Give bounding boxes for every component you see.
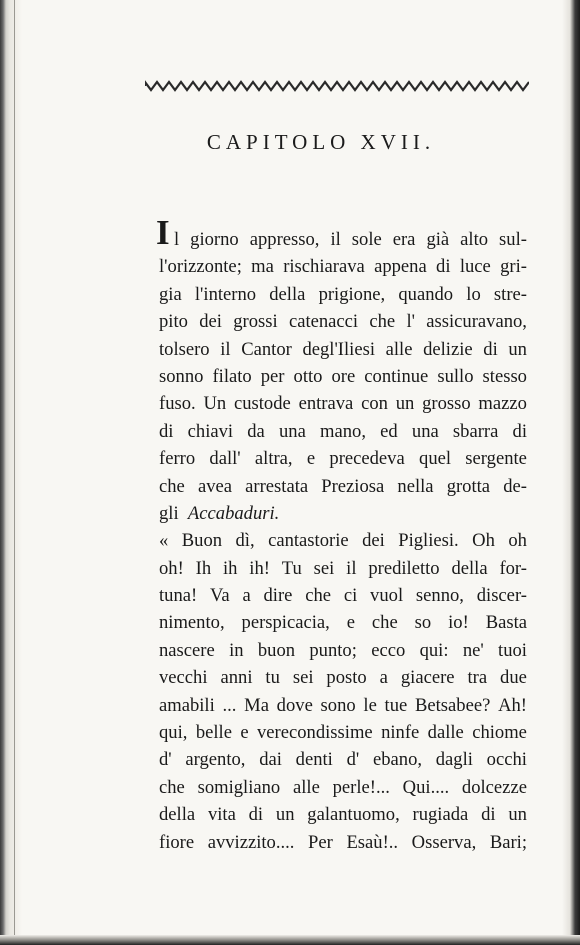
text-word: d' <box>346 749 360 771</box>
text-word: anni <box>220 667 253 689</box>
text-word: di <box>483 338 498 360</box>
text-word: di <box>248 804 264 826</box>
text-word: sole <box>351 229 382 250</box>
text-word: appresso, <box>249 229 320 250</box>
text-word: Osserva, <box>411 831 477 853</box>
text-word: occhi <box>486 749 527 771</box>
text-word: for- <box>499 557 527 579</box>
text-line <box>159 527 527 554</box>
text-word: sei <box>313 557 335 579</box>
text-line <box>159 801 527 828</box>
text-word: degl'Iliesi <box>302 338 375 360</box>
text-word: gia <box>159 283 182 305</box>
text-word: precedeva <box>329 448 405 470</box>
text-word: della <box>269 283 306 305</box>
text-word: arrestata <box>245 475 309 497</box>
text-line <box>159 308 527 335</box>
text-word: galantuomo, <box>307 804 400 826</box>
text-word: d' <box>159 749 172 771</box>
text-line <box>159 582 527 609</box>
text-word: ninfe <box>381 722 420 744</box>
text-word: Esaù!.. <box>346 831 399 853</box>
text-word: avvizzito.... <box>207 831 295 853</box>
text-word: tu <box>265 667 280 689</box>
text-word: della <box>451 557 488 579</box>
text-word: posto <box>326 667 367 689</box>
text-word: stre- <box>493 283 527 305</box>
text-line <box>159 418 527 445</box>
text-word: sullo <box>437 365 474 387</box>
text-word: le <box>363 694 377 716</box>
text-word: fuso. <box>159 393 196 415</box>
text-word: un <box>275 804 295 826</box>
text-word: altra, <box>254 448 293 470</box>
text-word: dei <box>199 311 222 333</box>
text-word: vecchi <box>159 667 208 689</box>
text-word: mazzo <box>478 393 527 415</box>
text-line <box>159 390 527 417</box>
text-word: tuoi <box>498 639 527 661</box>
text-word: verecondissime <box>257 722 373 744</box>
text-line <box>159 719 527 746</box>
text-word: so <box>414 612 432 634</box>
text-word: argento, <box>185 749 246 771</box>
text-word: catenacci <box>288 311 359 333</box>
text-word: di <box>159 420 174 442</box>
text-word: l' <box>406 311 415 333</box>
text-word: ih! <box>249 557 270 579</box>
text-word: che <box>159 475 185 497</box>
text-word: grossi <box>233 311 278 333</box>
text-word: Preziosa <box>321 475 385 497</box>
text-word: un <box>508 338 527 360</box>
text-word: pito <box>159 311 188 333</box>
text-word: alle <box>292 776 320 798</box>
text-word: alle <box>385 338 413 360</box>
text-word: grotta <box>446 475 491 497</box>
text-word: tue <box>384 694 408 716</box>
text-word: ih <box>222 557 238 579</box>
text-word: Oh <box>472 530 495 552</box>
text-word: sergente <box>465 448 527 470</box>
chapter-text <box>156 213 527 856</box>
text-word: Ih <box>195 557 212 579</box>
text-line <box>159 692 527 719</box>
text-word: ci <box>343 585 358 607</box>
text-word: era <box>392 229 416 250</box>
text-word: sei <box>292 667 314 689</box>
text-word: ecco <box>371 639 406 661</box>
text-word: ebano, <box>372 749 423 771</box>
text-line <box>159 363 527 390</box>
text-word: e <box>306 448 316 470</box>
text-word: sbarra <box>452 420 499 442</box>
text-word: ore <box>331 365 356 387</box>
text-word: sono <box>320 694 356 716</box>
text-word: senno, <box>415 585 464 607</box>
text-word: appena <box>374 256 427 278</box>
text-word: giacere <box>400 667 455 689</box>
text-word: che <box>369 311 396 333</box>
text-word: dolcezze <box>461 776 527 798</box>
text-word: vita <box>207 804 236 826</box>
text-line <box>159 555 527 582</box>
text-word: di <box>512 420 527 442</box>
text-word: ... <box>222 694 237 716</box>
text-word: Va <box>210 585 230 607</box>
text-word: il <box>330 229 341 250</box>
text-word: tolsero <box>159 338 210 360</box>
text-word: stesso <box>482 365 527 387</box>
text-word: alto <box>460 229 489 250</box>
text-word: Buon <box>181 530 223 552</box>
text-line <box>156 213 527 253</box>
text-word: con <box>361 393 388 415</box>
text-word: punto; <box>309 639 357 661</box>
italic-word: Accabaduri. <box>183 502 280 524</box>
text-word: che <box>371 612 398 634</box>
text-word: oh <box>508 530 527 552</box>
text-line <box>159 637 527 664</box>
chapter-title: CAPITOLO XVII. <box>206 130 436 154</box>
text-word: un <box>395 393 415 415</box>
text-word: chiome <box>472 722 527 744</box>
text-word: Per <box>308 831 333 853</box>
text-word: in <box>229 639 244 661</box>
text-word: nella <box>397 475 434 497</box>
text-word: Bari; <box>489 831 527 853</box>
text-word: denti <box>295 749 333 771</box>
text-word: che <box>305 585 332 607</box>
text-word: Un <box>203 393 227 415</box>
text-word: mano, <box>320 420 366 442</box>
text-word: una <box>411 420 439 442</box>
text-word: a <box>242 585 251 607</box>
text-word: dai <box>259 749 282 771</box>
text-line <box>159 445 527 472</box>
text-word: de- <box>503 475 527 497</box>
text-word: continue <box>364 365 429 387</box>
drop-cap: I <box>156 213 170 252</box>
text-word: due <box>500 667 527 689</box>
text-word: Ah! <box>498 694 527 716</box>
text-word: già <box>426 229 450 250</box>
text-word: custode <box>233 393 291 415</box>
text-word: prediletto <box>368 557 440 579</box>
text-line <box>159 609 527 636</box>
text-word: per <box>260 365 285 387</box>
text-word: l'interno <box>194 283 257 305</box>
text-word: Betsabee? <box>414 694 491 716</box>
text-word: lo <box>466 283 481 305</box>
text-word: dei <box>362 530 385 552</box>
text-word: nimento, <box>159 612 225 634</box>
text-line <box>159 500 527 527</box>
text-word: l'orizzonte; <box>159 256 242 278</box>
text-word: io! <box>448 612 469 634</box>
text-line <box>159 746 527 773</box>
text-line <box>159 473 527 500</box>
text-word: Tu <box>281 557 302 579</box>
text-word: ed <box>380 420 398 442</box>
text-word: rischiarava <box>283 256 365 278</box>
text-word: una <box>278 420 306 442</box>
text-word: quando <box>398 283 454 305</box>
text-word: l <box>174 229 180 250</box>
text-line <box>159 281 527 308</box>
text-word: delizie <box>423 338 473 360</box>
text-word: avea <box>197 475 233 497</box>
text-word: qui: <box>419 639 449 661</box>
text-word: ferro <box>159 448 196 470</box>
text-word: vuol <box>370 585 404 607</box>
text-word: somigliano <box>197 776 281 798</box>
text-word: e <box>240 722 249 744</box>
text-word: fiore <box>159 831 195 853</box>
text-word: sul- <box>499 229 527 250</box>
text-word: della <box>159 804 196 826</box>
text-word: che <box>159 776 185 798</box>
text-word: amabili <box>159 694 215 716</box>
text-word: discer- <box>476 585 527 607</box>
text-word: e <box>346 612 355 634</box>
text-word: giorno <box>190 229 239 250</box>
text-word: ma <box>251 256 274 278</box>
text-word: gri- <box>500 256 527 278</box>
text-word: sonno <box>159 365 204 387</box>
text-word: gli <box>159 502 184 524</box>
text-word: nascere <box>159 639 215 661</box>
text-word: tuna! <box>159 585 198 607</box>
text-line <box>159 829 527 856</box>
text-word: luce <box>459 256 491 278</box>
text-word: dagli <box>435 749 473 771</box>
text-word: perle!... <box>332 776 390 798</box>
text-word: dalle <box>427 722 464 744</box>
text-word: buon <box>257 639 296 661</box>
text-word: rugiada <box>412 804 469 826</box>
text-word: belle <box>195 722 232 744</box>
text-line <box>159 336 527 363</box>
text-word: di <box>481 804 496 826</box>
text-word: dove <box>276 694 313 716</box>
text-word: cantastorie <box>268 530 349 552</box>
text-word: dì, <box>235 530 255 552</box>
text-word: il <box>220 338 231 360</box>
text-word: a <box>379 667 388 689</box>
text-word: tra <box>467 667 488 689</box>
text-word: Cantor <box>241 338 292 360</box>
text-line <box>159 253 527 280</box>
text-word: Qui.... <box>402 776 450 798</box>
text-word: Pigliesi. <box>398 530 459 552</box>
text-word: grosso <box>422 393 471 415</box>
text-word: entrava <box>298 393 354 415</box>
text-word: filato <box>212 365 252 387</box>
text-word: prigione, <box>318 283 386 305</box>
text-word: Basta <box>485 612 527 634</box>
text-line <box>159 664 527 691</box>
text-word: oh! <box>159 557 184 579</box>
text-word: da <box>247 420 265 442</box>
text-word: un <box>508 804 527 826</box>
text-word: quel <box>419 448 452 470</box>
text-word: perspicacia, <box>241 612 330 634</box>
text-word: ne' <box>462 639 484 661</box>
text-word: « <box>159 530 169 552</box>
text-word: qui, <box>159 722 188 744</box>
text-word: assicuravano, <box>426 311 527 333</box>
text-word: di <box>436 256 451 278</box>
text-word: Ma <box>244 694 269 716</box>
text-line <box>159 774 527 801</box>
page-bottom-edge <box>0 935 580 945</box>
text-word: dall' <box>209 448 241 470</box>
text-word: chiavi <box>187 420 234 442</box>
text-word: dire <box>263 585 293 607</box>
text-word: otto <box>293 365 323 387</box>
text-word: il <box>346 557 357 579</box>
wavy-ornament-rule <box>145 79 529 93</box>
